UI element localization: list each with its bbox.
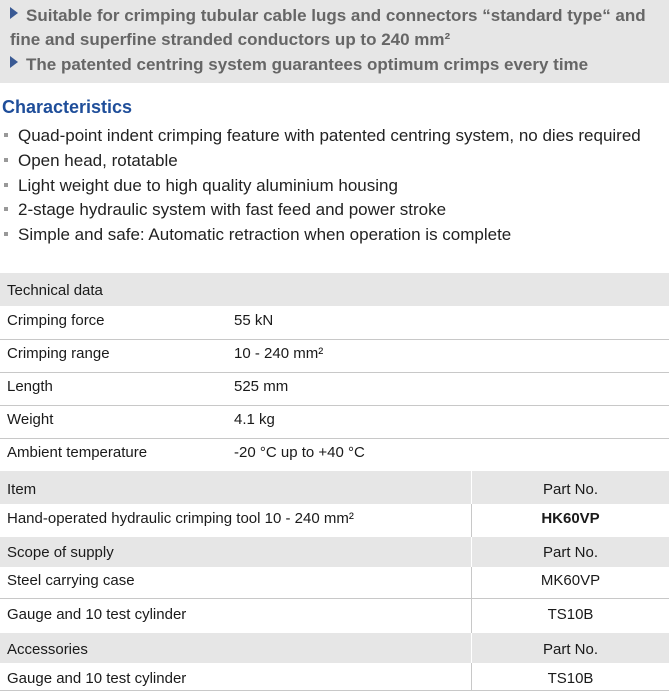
highlight-2: The patented centring system guarantees optimum crimps every time — [10, 54, 588, 76]
highlight-1: Suitable for crimping tubular cable lugs and connectors “standard type“ and — [10, 5, 646, 27]
column-divider — [471, 663, 472, 691]
table-row — [0, 438, 669, 471]
row-value: 55 kN — [234, 312, 274, 329]
technical-data-title: Technical data — [7, 282, 103, 299]
part-number: HK60VP — [541, 510, 600, 527]
triangle-bullet-icon — [10, 7, 18, 19]
row-label: Crimping force — [7, 312, 105, 329]
characteristic-item: Open head, rotatable — [4, 151, 178, 171]
item-header — [0, 471, 669, 504]
part-number: TS10B — [547, 670, 594, 687]
scope-title: Scope of supply — [7, 544, 114, 561]
item-title: Item — [7, 481, 37, 498]
characteristic-item: Quad-point indent crimping feature with patented centring system, no dies required — [4, 126, 641, 146]
part-no-header: Part No. — [542, 481, 599, 498]
square-bullet-icon — [4, 133, 8, 137]
column-divider — [471, 504, 472, 537]
column-divider — [471, 567, 472, 633]
row-value: 10 - 240 mm² — [234, 345, 324, 362]
part-no-header: Part No. — [542, 641, 599, 658]
triangle-bullet-icon — [10, 56, 18, 68]
table-row — [0, 504, 669, 537]
table-row — [0, 405, 669, 438]
row-label: Steel carrying case — [7, 572, 135, 589]
part-no-header: Part No. — [542, 544, 599, 561]
scope-header — [0, 537, 669, 567]
accessories-title: Accessories — [7, 641, 88, 658]
table-row — [0, 372, 669, 405]
row-label: Ambient temperature — [7, 444, 148, 461]
table-row — [0, 598, 669, 633]
accessories-header — [0, 633, 669, 663]
square-bullet-icon — [4, 158, 8, 162]
characteristic-item: Simple and safe: Automatic retraction when operation is complete — [4, 225, 511, 245]
row-label: Gauge and 10 test cylinder — [7, 606, 187, 623]
table-row — [0, 339, 669, 372]
table-row — [0, 567, 669, 598]
square-bullet-icon — [4, 183, 8, 187]
row-label: Length — [7, 378, 53, 395]
table-row — [0, 663, 669, 691]
row-label: Hand-operated hydraulic crimping tool 10 - 240 mm² — [7, 510, 354, 527]
square-bullet-icon — [4, 207, 8, 211]
row-label: Crimping range — [7, 345, 110, 362]
row-value: -20 °C up to +40 °C — [234, 444, 365, 461]
square-bullet-icon — [4, 232, 8, 236]
part-number: MK60VP — [540, 572, 601, 589]
row-label: Gauge and 10 test cylinder — [7, 670, 187, 687]
table-row — [0, 306, 669, 339]
technical-data-header — [0, 273, 669, 306]
row-value: 4.1 kg — [234, 411, 275, 428]
row-label: Weight — [7, 411, 54, 428]
highlight-1-cont: fine and superfine stranded conductors up to 240 mm² — [10, 30, 451, 49]
characteristics-title: Characteristics — [2, 97, 133, 117]
characteristic-item: 2-stage hydraulic system with fast feed and power stroke — [4, 200, 446, 220]
part-number: TS10B — [547, 606, 594, 623]
row-value: 525 mm — [234, 378, 289, 395]
characteristic-item: Light weight due to high quality aluminium housing — [4, 176, 398, 196]
